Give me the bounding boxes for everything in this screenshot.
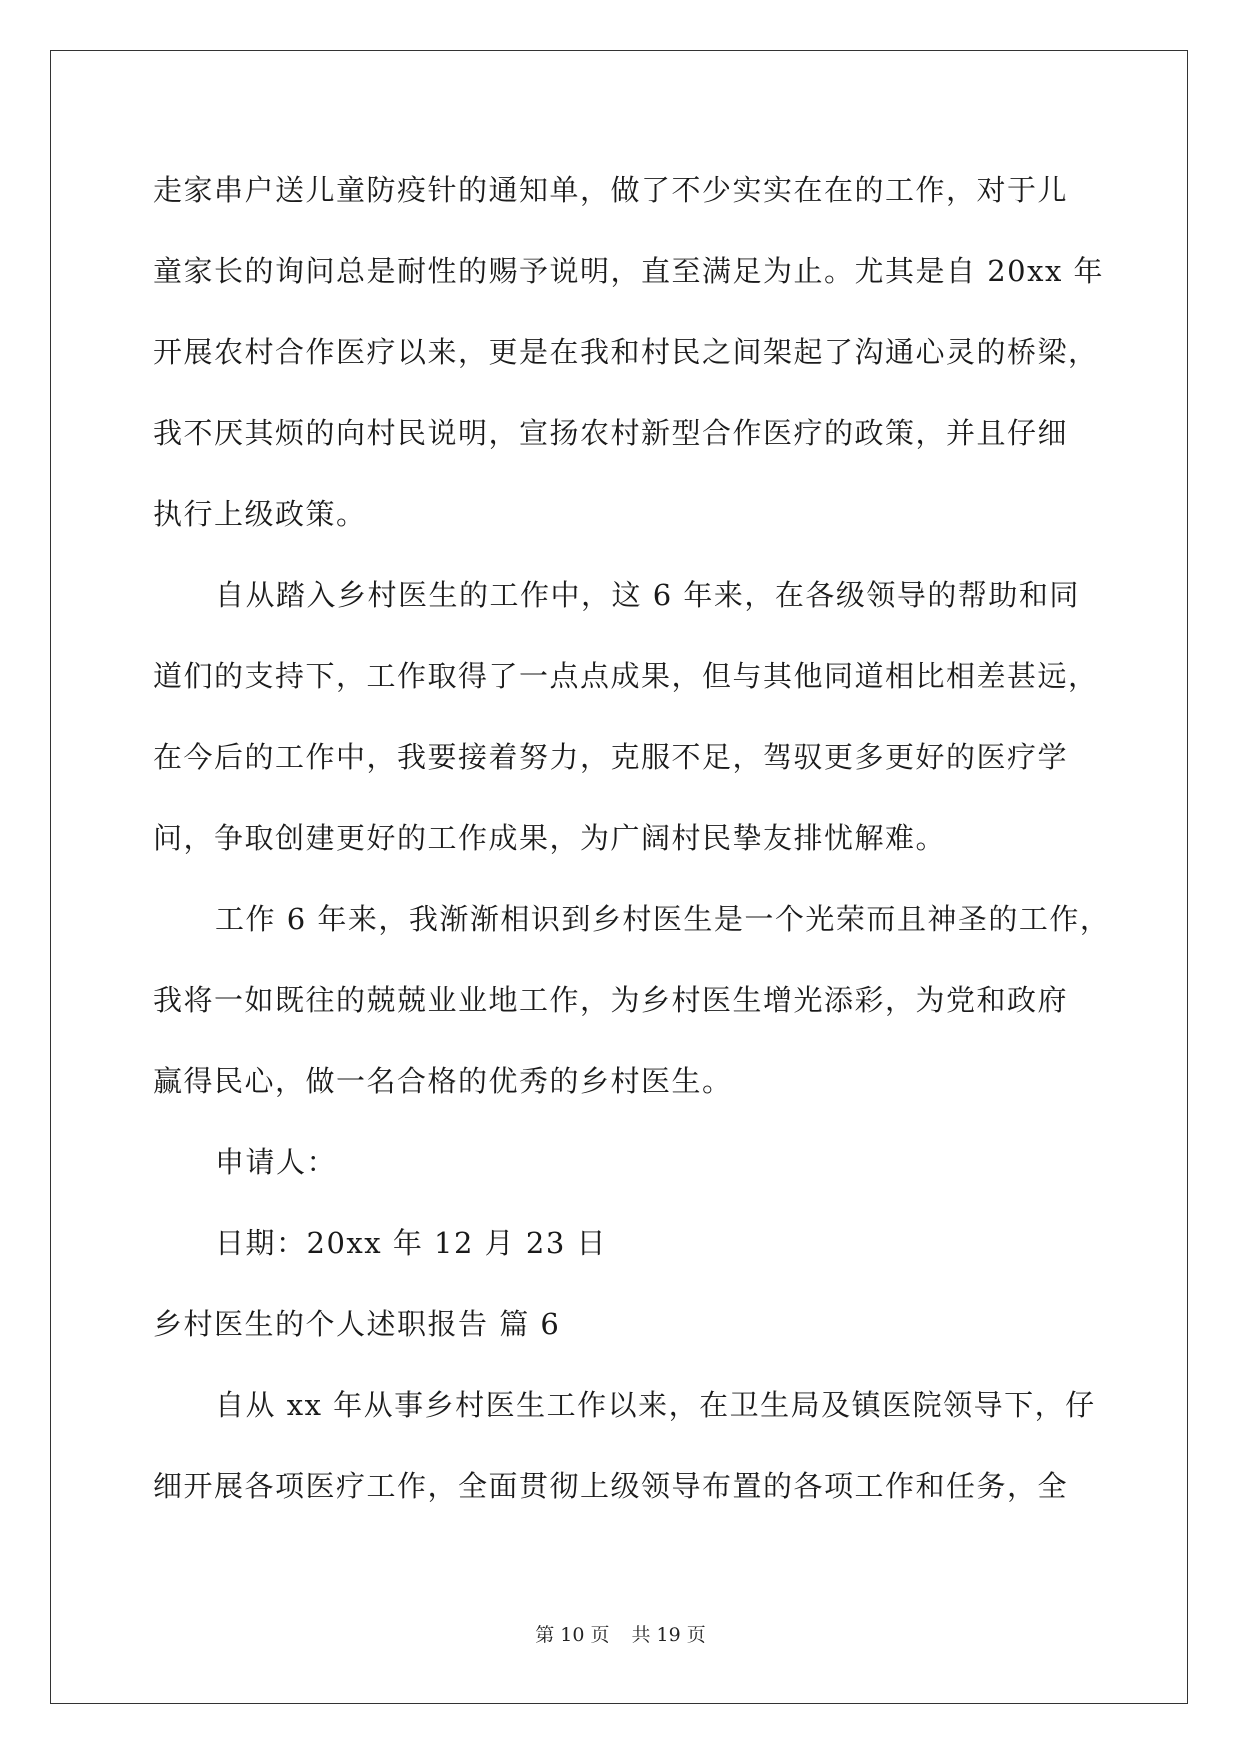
text-line: 我不厌其烦的向村民说明，宣扬农村新型合作医疗的政策，并且仔细 (153, 416, 1069, 450)
text-line: 童家长的询问总是耐性的赐予说明，直至满足为止。尤其是自 20xx 年 (153, 254, 1105, 288)
section-heading: 乡村医生的个人述职报告 篇 6 (153, 1307, 561, 1341)
page-footer (0, 1620, 1241, 1647)
paragraph-start-line: 自从踏入乡村医生的工作中，这 6 年来，在各级领导的帮助和同 (215, 578, 1080, 612)
text-line: 走家串户送儿童防疫针的通知单，做了不少实实在在的工作，对于儿 (153, 173, 1069, 207)
page-total: 共 19 页 (631, 1624, 706, 1646)
text-line: 问，争取创建更好的工作成果，为广阔村民挚友排忧解难。 (153, 821, 947, 855)
paragraph-start-line: 工作 6 年来，我渐渐相识到乡村医生是一个光荣而且神圣的工作， (215, 902, 1111, 936)
document-body (153, 163, 1111, 1540)
applicant-line: 申请人： (215, 1145, 338, 1179)
text-line: 在今后的工作中，我要接着努力，克服不足，驾驭更多更好的医疗学 (153, 740, 1069, 774)
text-line: 我将一如既往的兢兢业业地工作，为乡村医生增光添彩，为党和政府 (153, 983, 1069, 1017)
date-line: 日期：20xx 年 12 月 23 日 (215, 1226, 608, 1260)
text-line: 执行上级政策。 (153, 497, 367, 531)
page-number: 第 10 页 (535, 1624, 610, 1646)
text-line: 细开展各项医疗工作，全面贯彻上级领导布置的各项工作和任务，全 (153, 1469, 1069, 1503)
text-line: 赢得民心，做一名合格的优秀的乡村医生。 (153, 1064, 733, 1098)
paragraph-start-line: 自从 xx 年从事乡村医生工作以来，在卫生局及镇医院领导下，仔 (215, 1388, 1096, 1422)
text-line: 开展农村合作医疗以来，更是在我和村民之间架起了沟通心灵的桥梁， (153, 335, 1099, 369)
text-line: 道们的支持下，工作取得了一点点成果，但与其他同道相比相差甚远， (153, 659, 1099, 693)
